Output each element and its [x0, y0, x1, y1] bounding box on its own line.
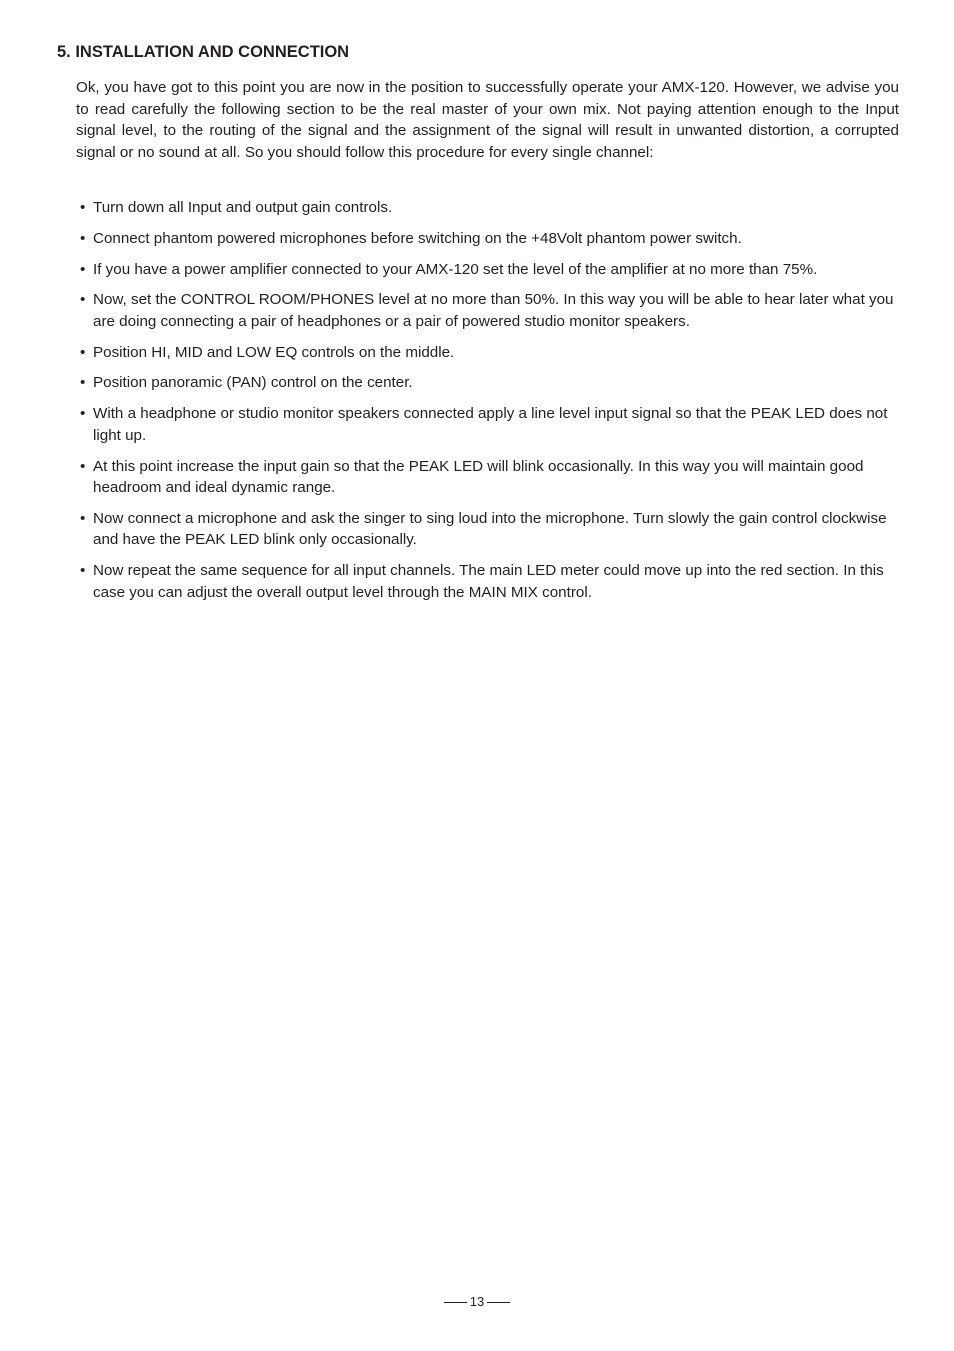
list-item-text: Position panoramic (PAN) control on the center. [93, 374, 413, 392]
footer-rule-right [487, 1302, 510, 1303]
list-item [80, 228, 902, 250]
list-item-text: Connect phantom powered microphones before switching on the +48Volt phantom power switch. [93, 229, 742, 247]
list-item-text: At this point increase the input gain so that the PEAK LED will blink occasionally. In this way you will maintain good headroom and ideal dynamic range. [93, 457, 864, 497]
list-item-text: Now connect a microphone and ask the singer to sing loud into the microphone. Turn slowly the gain control clockwise and have the PEAK LED blink only occasionally. [93, 509, 887, 549]
list-item [80, 289, 902, 332]
bullet-icon: • [80, 562, 86, 580]
bullet-icon: • [80, 291, 86, 309]
list-item [80, 372, 902, 394]
list-item [80, 403, 902, 446]
list-item-text: Now repeat the same sequence for all input channels. The main LED meter could move up into the red section. In this case you can adjust the overall output level through the MAIN MIX control. [93, 562, 884, 601]
list-item [80, 560, 902, 603]
bullet-icon: • [80, 374, 86, 392]
list-item-text: If you have a power amplifier connected to your AMX-120 set the level of the amplifier at no more than 75%. [93, 260, 818, 278]
bullet-icon: • [80, 260, 86, 278]
procedure-list [80, 197, 902, 612]
list-item-text: Now, set the CONTROL ROOM/PHONES level at no more than 50%. In this way you will be able to hear later what you are doing connecting a pair of headphones or a pair of powered studio monitor speakers. [93, 291, 894, 330]
bullet-icon: • [80, 457, 86, 475]
footer-rule-left [444, 1302, 467, 1303]
section-heading: 5. INSTALLATION AND CONNECTION [57, 43, 350, 61]
list-item [80, 342, 902, 364]
list-item [80, 259, 902, 281]
bullet-icon: • [80, 405, 86, 423]
intro-paragraph: Ok, you have got to this point you are now in the position to successfully operate your AMX-120. However, we advise you to read carefully the following section to be the real master of your own mix. Not paying attention enough to the Input signal level, to the routing of the signal and the assignment of the signal will result in unwanted distortion, a corrupted signal or no sound at all. So you should follow this procedure for every single channel: [76, 79, 899, 161]
list-item-text: With a headphone or studio monitor speakers connected apply a line level input signal so that the PEAK LED does not light up. [93, 405, 888, 444]
list-item-text: Position HI, MID and LOW EQ controls on the middle. [93, 343, 455, 361]
list-item [80, 456, 902, 499]
list-item-text: Turn down all Input and output gain controls. [93, 199, 393, 216]
bullet-icon: • [80, 509, 86, 527]
page-footer [0, 1294, 954, 1309]
bullet-icon: • [80, 229, 86, 247]
page-number: 13 [469, 1294, 485, 1309]
bullet-icon: • [80, 343, 86, 361]
list-item [80, 508, 902, 551]
list-item [80, 197, 902, 219]
bullet-icon: • [80, 199, 86, 216]
